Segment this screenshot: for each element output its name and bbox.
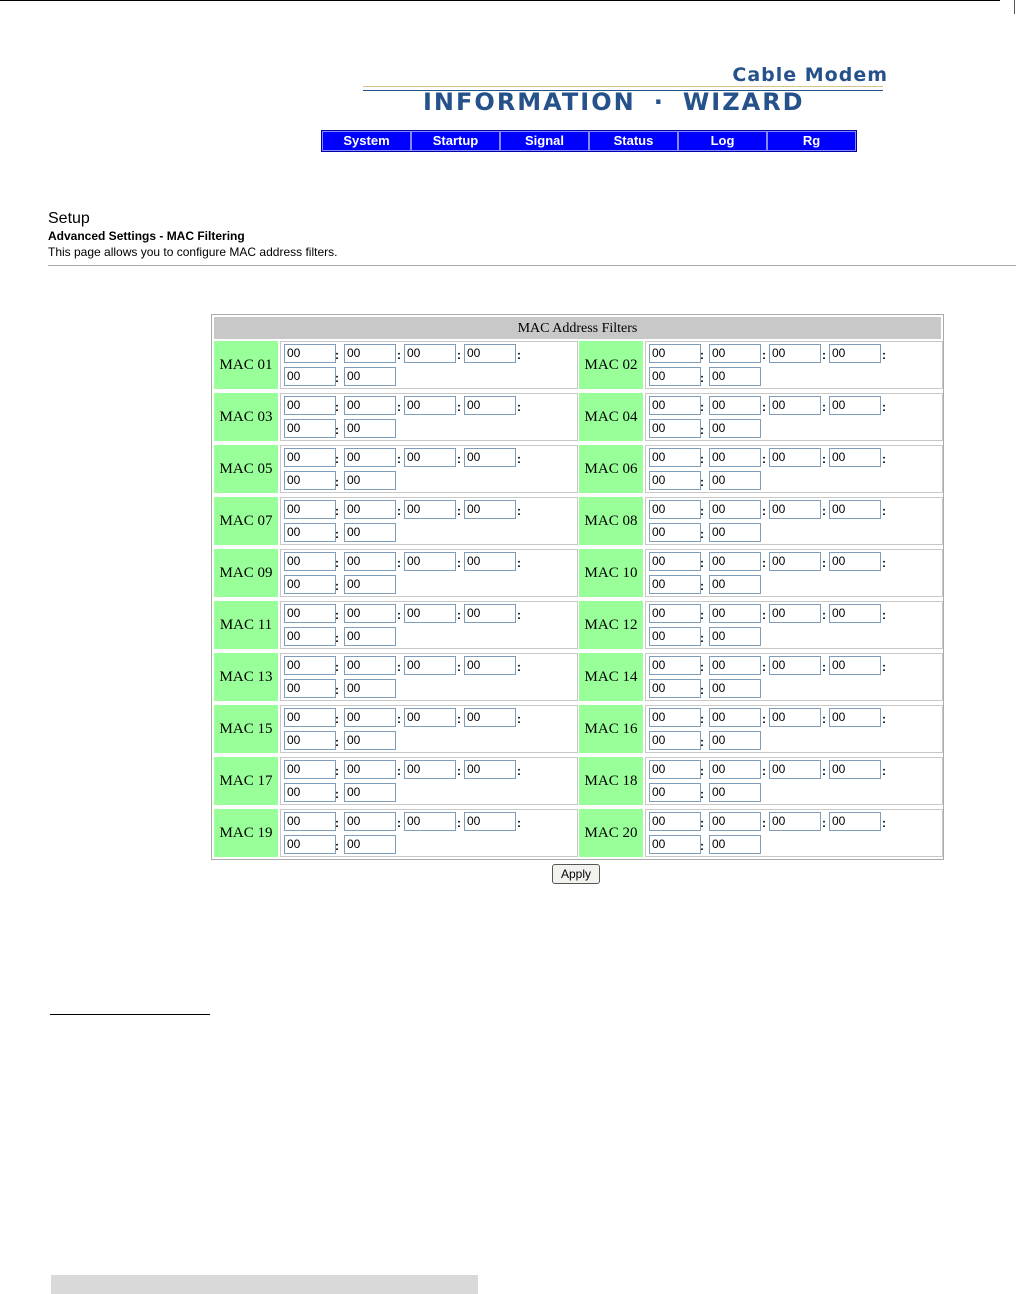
mac-octet-input[interactable]: [404, 396, 456, 415]
mac-octet-input[interactable]: [709, 783, 761, 802]
mac-octet-input[interactable]: [649, 471, 701, 490]
mac-octet-input[interactable]: [709, 627, 761, 646]
mac-octet-input[interactable]: [284, 367, 336, 386]
mac-label: MAC 10: [579, 549, 643, 597]
mac-octet-input[interactable]: [344, 419, 396, 438]
mac-octet-input[interactable]: [464, 708, 516, 727]
mac-separator: :: [517, 660, 521, 674]
mac-separator: :: [517, 348, 521, 362]
mac-octet-input[interactable]: [284, 760, 336, 779]
mac-octet-input[interactable]: [464, 552, 516, 571]
mac-separator: :: [762, 608, 766, 622]
nav-log[interactable]: Log: [678, 131, 767, 151]
mac-octet-input[interactable]: [649, 708, 701, 727]
mac-octet-input[interactable]: [284, 835, 336, 854]
mac-octet-input[interactable]: [769, 396, 821, 415]
mac-octet-input[interactable]: [284, 708, 336, 727]
gray-bar: [51, 1275, 478, 1294]
mac-separator: :: [882, 400, 886, 414]
mac-octet-input[interactable]: [709, 708, 761, 727]
mac-label: MAC 03: [214, 393, 278, 441]
mac-separator: :: [762, 504, 766, 518]
mac-octet-input[interactable]: [649, 575, 701, 594]
mac-octet-input[interactable]: [344, 396, 396, 415]
mac-octet-input[interactable]: [649, 679, 701, 698]
mac-octet-input[interactable]: [649, 344, 701, 363]
mac-separator: :: [335, 712, 339, 726]
mac-separator: :: [335, 631, 339, 645]
mac-octet-input[interactable]: [649, 419, 701, 438]
mac-octet-input[interactable]: [344, 679, 396, 698]
mac-octet-input[interactable]: [284, 523, 336, 542]
mac-separator: :: [762, 712, 766, 726]
mac-separator: :: [457, 816, 461, 830]
mac-separator: :: [762, 660, 766, 674]
mac-octet-input[interactable]: [829, 552, 881, 571]
mac-separator: :: [822, 764, 826, 778]
mac-octet-input[interactable]: [344, 523, 396, 542]
mac-separator: :: [517, 764, 521, 778]
mac-octet-input[interactable]: [769, 344, 821, 363]
mac-separator: :: [882, 660, 886, 674]
mac-separator: :: [882, 504, 886, 518]
mac-octet-input[interactable]: [829, 396, 881, 415]
mac-label: MAC 17: [214, 757, 278, 805]
mac-octet-input[interactable]: [404, 708, 456, 727]
mac-octet-input[interactable]: [769, 812, 821, 831]
mac-separator: :: [882, 608, 886, 622]
main-nav: [321, 130, 857, 152]
mac-separator: :: [335, 735, 339, 749]
mac-separator: :: [700, 839, 704, 853]
mac-octet-input[interactable]: [709, 471, 761, 490]
mac-separator: :: [335, 452, 339, 466]
mac-separator: :: [335, 608, 339, 622]
mac-octet-input[interactable]: [404, 448, 456, 467]
mac-separator: :: [457, 660, 461, 674]
mac-octet-input[interactable]: [284, 344, 336, 363]
mac-octet-input[interactable]: [649, 760, 701, 779]
mac-octet-input[interactable]: [284, 656, 336, 675]
mac-separator: :: [397, 816, 401, 830]
mac-octet-input[interactable]: [284, 471, 336, 490]
mac-octet-input[interactable]: [649, 367, 701, 386]
cable-modem-logo: [363, 64, 893, 114]
mac-octet-input[interactable]: [344, 812, 396, 831]
mac-octet-input[interactable]: [649, 500, 701, 519]
mac-octet-input[interactable]: [344, 471, 396, 490]
mac-separator: :: [882, 816, 886, 830]
mac-octet-input[interactable]: [769, 656, 821, 675]
mac-separator: :: [762, 556, 766, 570]
mac-separator: :: [397, 608, 401, 622]
mac-label: MAC 13: [214, 653, 278, 701]
mac-separator: :: [457, 348, 461, 362]
mac-octet-input[interactable]: [709, 367, 761, 386]
mac-octet-input[interactable]: [649, 523, 701, 542]
mac-separator: :: [700, 787, 704, 801]
mac-separator: :: [335, 400, 339, 414]
mac-octet-input[interactable]: [464, 656, 516, 675]
mac-separator: :: [335, 816, 339, 830]
mac-octet-input[interactable]: [464, 812, 516, 831]
mac-octet-input[interactable]: [344, 344, 396, 363]
mac-separator: :: [882, 764, 886, 778]
mac-octet-input[interactable]: [344, 604, 396, 623]
mac-octet-input[interactable]: [464, 760, 516, 779]
mac-separator: :: [517, 556, 521, 570]
mac-separator: :: [457, 764, 461, 778]
mac-octet-input[interactable]: [344, 367, 396, 386]
mac-octet-input[interactable]: [709, 344, 761, 363]
mac-label: MAC 05: [214, 445, 278, 493]
underline-rule: [50, 1014, 210, 1015]
mac-octet-input[interactable]: [649, 604, 701, 623]
mac-octet-input[interactable]: [829, 344, 881, 363]
page-title: Setup: [48, 210, 90, 227]
mac-label: MAC 11: [214, 601, 278, 649]
mac-octet-input[interactable]: [769, 552, 821, 571]
mac-separator: :: [397, 400, 401, 414]
mac-octet-input[interactable]: [649, 396, 701, 415]
mac-separator: :: [700, 371, 704, 385]
mac-separator: :: [335, 683, 339, 697]
mac-octet-input[interactable]: [829, 448, 881, 467]
section-title: Advanced Settings - MAC Filtering: [48, 229, 245, 243]
mac-octet-input[interactable]: [344, 552, 396, 571]
mac-octet-input[interactable]: [769, 760, 821, 779]
mac-octet-input[interactable]: [284, 448, 336, 467]
mac-separator: :: [822, 400, 826, 414]
mac-octet-input[interactable]: [404, 552, 456, 571]
mac-filters-title: MAC Address Filters: [214, 317, 941, 339]
mac-label: MAC 07: [214, 497, 278, 545]
mac-octet-input[interactable]: [709, 448, 761, 467]
mac-separator: :: [517, 608, 521, 622]
mac-separator: :: [700, 527, 704, 541]
mac-separator: :: [335, 787, 339, 801]
mac-separator: :: [335, 527, 339, 541]
mac-octet-input[interactable]: [829, 500, 881, 519]
mac-octet-input[interactable]: [404, 656, 456, 675]
mac-octet-input[interactable]: [344, 708, 396, 727]
mac-separator: :: [517, 400, 521, 414]
mac-octet-input[interactable]: [649, 627, 701, 646]
mac-octet-input[interactable]: [769, 708, 821, 727]
mac-separator: :: [335, 475, 339, 489]
mac-separator: :: [335, 839, 339, 853]
mac-separator: :: [700, 816, 704, 830]
nav-signal[interactable]: Signal: [500, 131, 589, 151]
mac-separator: :: [517, 504, 521, 518]
mac-separator: :: [397, 660, 401, 674]
mac-octet-input[interactable]: [709, 604, 761, 623]
mac-separator: :: [700, 683, 704, 697]
mac-octet-input[interactable]: [284, 396, 336, 415]
mac-separator: :: [762, 400, 766, 414]
mac-separator: :: [457, 556, 461, 570]
mac-separator: :: [335, 423, 339, 437]
mac-separator: :: [762, 816, 766, 830]
mac-separator: :: [700, 475, 704, 489]
mac-separator: :: [335, 660, 339, 674]
mac-separator: :: [700, 423, 704, 437]
mac-octet-input[interactable]: [344, 760, 396, 779]
mac-label: MAC 09: [214, 549, 278, 597]
mac-separator: :: [700, 452, 704, 466]
mac-separator: :: [700, 579, 704, 593]
mac-octet-input[interactable]: [769, 500, 821, 519]
mac-octet-input[interactable]: [284, 500, 336, 519]
mac-octet-input[interactable]: [464, 604, 516, 623]
mac-label: MAC 15: [214, 705, 278, 753]
mac-separator: :: [822, 660, 826, 674]
mac-octet-input[interactable]: [284, 679, 336, 698]
mac-separator: :: [822, 452, 826, 466]
mac-label: MAC 06: [579, 445, 643, 493]
mac-octet-input[interactable]: [709, 679, 761, 698]
nav-system[interactable]: System: [322, 131, 411, 151]
mac-separator: :: [762, 348, 766, 362]
mac-octet-input[interactable]: [404, 500, 456, 519]
mac-octet-input[interactable]: [829, 708, 881, 727]
mac-separator: :: [762, 764, 766, 778]
mac-octet-input[interactable]: [284, 604, 336, 623]
mac-octet-input[interactable]: [709, 812, 761, 831]
mac-label: MAC 02: [579, 341, 643, 389]
mac-octet-input[interactable]: [344, 500, 396, 519]
page-description: This page allows you to configure MAC address filters.: [48, 245, 338, 259]
mac-separator: :: [397, 504, 401, 518]
mac-octet-input[interactable]: [709, 552, 761, 571]
mac-separator: :: [882, 556, 886, 570]
mac-separator: :: [397, 764, 401, 778]
mac-octet-input[interactable]: [829, 656, 881, 675]
mac-separator: :: [335, 371, 339, 385]
mac-octet-input[interactable]: [464, 396, 516, 415]
mac-separator: :: [700, 660, 704, 674]
mac-separator: :: [335, 764, 339, 778]
mac-octet-input[interactable]: [769, 448, 821, 467]
mac-separator: :: [457, 400, 461, 414]
mac-separator: :: [700, 712, 704, 726]
mac-label: MAC 16: [579, 705, 643, 753]
mac-octet-input[interactable]: [709, 523, 761, 542]
logo-title-left: INFORMATION: [423, 88, 636, 116]
mac-octet-input[interactable]: [649, 731, 701, 750]
mac-octet-input[interactable]: [344, 656, 396, 675]
mac-octet-input[interactable]: [464, 448, 516, 467]
mac-separator: :: [700, 348, 704, 362]
mac-octet-input[interactable]: [464, 344, 516, 363]
mac-separator: :: [882, 452, 886, 466]
mac-separator: :: [822, 712, 826, 726]
mac-separator: :: [457, 452, 461, 466]
mac-separator: :: [457, 712, 461, 726]
mac-label: MAC 04: [579, 393, 643, 441]
mac-octet-input[interactable]: [709, 396, 761, 415]
mac-separator: :: [700, 764, 704, 778]
mac-separator: :: [335, 579, 339, 593]
mac-label: MAC 08: [579, 497, 643, 545]
mac-octet-input[interactable]: [709, 656, 761, 675]
mac-octet-input[interactable]: [709, 835, 761, 854]
mac-separator: :: [700, 400, 704, 414]
mac-separator: :: [335, 504, 339, 518]
mac-separator: :: [457, 608, 461, 622]
corner-rule: [1014, 0, 1015, 14]
mac-separator: :: [882, 712, 886, 726]
mac-octet-input[interactable]: [344, 835, 396, 854]
mac-label: MAC 19: [214, 809, 278, 857]
mac-octet-input[interactable]: [769, 604, 821, 623]
mac-octet-input[interactable]: [284, 552, 336, 571]
mac-octet-input[interactable]: [344, 448, 396, 467]
mac-separator: :: [335, 348, 339, 362]
mac-octet-input[interactable]: [709, 731, 761, 750]
mac-separator: :: [822, 504, 826, 518]
mac-separator: :: [517, 816, 521, 830]
mac-octet-input[interactable]: [829, 604, 881, 623]
logo-dot: ·: [653, 88, 665, 116]
mac-octet-input[interactable]: [709, 419, 761, 438]
mac-octet-input[interactable]: [284, 419, 336, 438]
mac-separator: :: [822, 816, 826, 830]
nav-startup[interactable]: Startup: [411, 131, 500, 151]
header-divider: [48, 265, 1016, 266]
logo-title-right: WIZARD: [682, 88, 805, 116]
mac-octet-input[interactable]: [344, 575, 396, 594]
mac-filters-table: [211, 314, 944, 860]
mac-octet-input[interactable]: [709, 500, 761, 519]
mac-octet-input[interactable]: [464, 500, 516, 519]
mac-octet-input[interactable]: [649, 812, 701, 831]
logo-title: [423, 88, 805, 116]
logo-rule-gold: [363, 86, 883, 87]
logo-subtitle: Cable Modem: [732, 64, 888, 86]
mac-separator: :: [397, 452, 401, 466]
mac-octet-input[interactable]: [404, 604, 456, 623]
mac-octet-input[interactable]: [344, 783, 396, 802]
mac-separator: :: [397, 556, 401, 570]
mac-octet-input[interactable]: [649, 656, 701, 675]
mac-separator: :: [700, 631, 704, 645]
mac-separator: :: [335, 556, 339, 570]
mac-separator: :: [397, 348, 401, 362]
mac-octet-input[interactable]: [284, 812, 336, 831]
mac-octet-input[interactable]: [649, 552, 701, 571]
nav-status[interactable]: Status: [589, 131, 678, 151]
mac-octet-input[interactable]: [284, 627, 336, 646]
mac-separator: :: [517, 712, 521, 726]
mac-label: MAC 01: [214, 341, 278, 389]
mac-separator: :: [882, 348, 886, 362]
mac-octet-input[interactable]: [344, 731, 396, 750]
mac-label: MAC 20: [579, 809, 643, 857]
mac-octet-input[interactable]: [649, 448, 701, 467]
mac-separator: :: [517, 452, 521, 466]
mac-separator: :: [700, 504, 704, 518]
mac-separator: :: [762, 452, 766, 466]
apply-button[interactable]: Apply: [552, 864, 600, 884]
mac-octet-input[interactable]: [709, 575, 761, 594]
mac-octet-input[interactable]: [709, 760, 761, 779]
mac-separator: :: [822, 608, 826, 622]
mac-label: MAC 18: [579, 757, 643, 805]
mac-separator: :: [700, 608, 704, 622]
mac-octet-input[interactable]: [404, 344, 456, 363]
mac-separator: :: [457, 504, 461, 518]
nav-rg[interactable]: Rg: [767, 131, 856, 151]
mac-octet-input[interactable]: [284, 783, 336, 802]
mac-separator: :: [397, 712, 401, 726]
top-rule: [0, 0, 1000, 1]
mac-octet-input[interactable]: [284, 731, 336, 750]
mac-octet-input[interactable]: [404, 760, 456, 779]
mac-octet-input[interactable]: [649, 783, 701, 802]
mac-octet-input[interactable]: [829, 812, 881, 831]
mac-separator: :: [700, 556, 704, 570]
mac-label: MAC 12: [579, 601, 643, 649]
mac-separator: :: [822, 348, 826, 362]
mac-separator: :: [700, 735, 704, 749]
mac-octet-input[interactable]: [404, 812, 456, 831]
mac-octet-input[interactable]: [344, 627, 396, 646]
mac-octet-input[interactable]: [829, 760, 881, 779]
mac-separator: :: [822, 556, 826, 570]
mac-label: MAC 14: [579, 653, 643, 701]
mac-octet-input[interactable]: [649, 835, 701, 854]
mac-octet-input[interactable]: [284, 575, 336, 594]
